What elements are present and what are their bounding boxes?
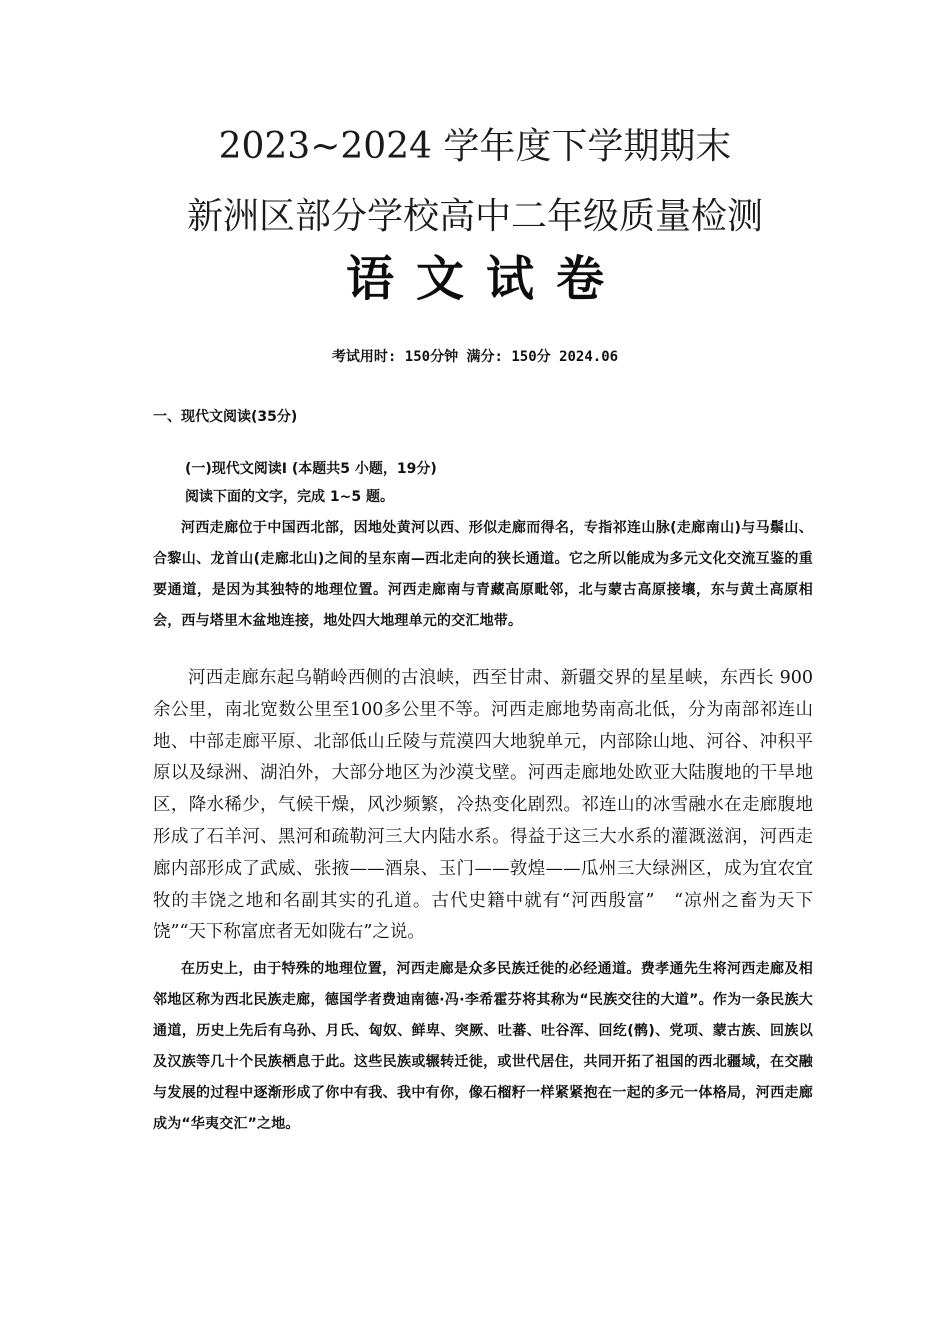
section-heading: 一、现代文阅读(35分) xyxy=(153,409,298,425)
reading-instruction: 阅读下面的文字，完成 1~5 题。 xyxy=(185,489,394,505)
exam-title-term: 2023~2024 学年度下学期期末 xyxy=(218,126,732,167)
exam-title-school: 新洲区部分学校高中二年级质量检测 xyxy=(186,196,763,237)
exam-title-subject: 语文试卷 xyxy=(345,251,626,307)
exam-info: 考试用时: 150分钟 满分: 150分 2024.06 xyxy=(331,349,619,365)
passage-paragraph: 河西走廊东起乌鞘岭西侧的古浪峡，西至甘肃、新疆交界的星星峡，东西长 900 余公里，南北宽数公里至100多公里不等。河西走廊地势南高北低，分为南部祁连山地、中部走廊平原、北部低山丘陵与荒漠四大地貌单元，内部除山地、河谷、冲积平原以及绿洲、湖泊外，大部分地区为沙漠戈壁。河西走廊地处欧亚大陆腹地的干旱地区，降水稀少，气候干燥，风沙频繁，冷热变化剧烈。祁连山的冰雪融水在走廊腹地形成了石羊河、黑河和疏勒河三大内陆水系。得益于这三大水系的灌溉滋润，河西走廊内部形成了武威、张掖——酒泉、玉门——敦煌——瓜州三大绿洲区，成为宜农宜牧的丰饶之地和名副其实的孔道。古代史籍中就有“河西殷富” “凉州之畜为天下饶”“天下称富庶者无如陇右”之说。 xyxy=(153,668,813,943)
passage-paragraph: 在历史上，由于特殊的地理位置，河西走廊是众多民族迁徙的必经通道。费孝通先生将河西走廊及相邻地区称为西北民族走廊，德国学者费迪南德·冯·李希霍芬将其称为“民族交往的大道”。作为一条民族大通道，历史上先后有乌孙、月氏、匈奴、鲜卑、突厥、吐蕃、吐谷浑、回纥(鹘)、党项、蒙古族、回族以及汉族等几十个民族栖息于此。这些民族或辗转迁徙，或世代居住，共同开拓了祖国的西北疆域，在交融与发展的过程中逐渐形成了你中有我、我中有你，像石榴籽一样紧紧抱在一起的多元一体格局，河西走廊成为“华夷交汇”之地。 xyxy=(153,961,813,1132)
passage-paragraph: 河西走廊位于中国西北部，因地处黄河以西、形似走廊而得名，专指祁连山脉(走廊南山)与马鬃山、合黎山、龙首山(走廊北山)之间的呈东南—西北走向的狭长通道。它之所以能成为多元文化交流互鉴的重要通道，是因为其独特的地理位置。河西走廊南与青藏高原毗邻，北与蒙古高原接壤，东与黄土高原相会，西与塔里木盆地连接，地处四大地理单元的交汇地带。 xyxy=(153,520,813,629)
subsection-heading: (一)现代文阅读Ⅰ (本题共5 小题，19分) xyxy=(185,461,437,477)
